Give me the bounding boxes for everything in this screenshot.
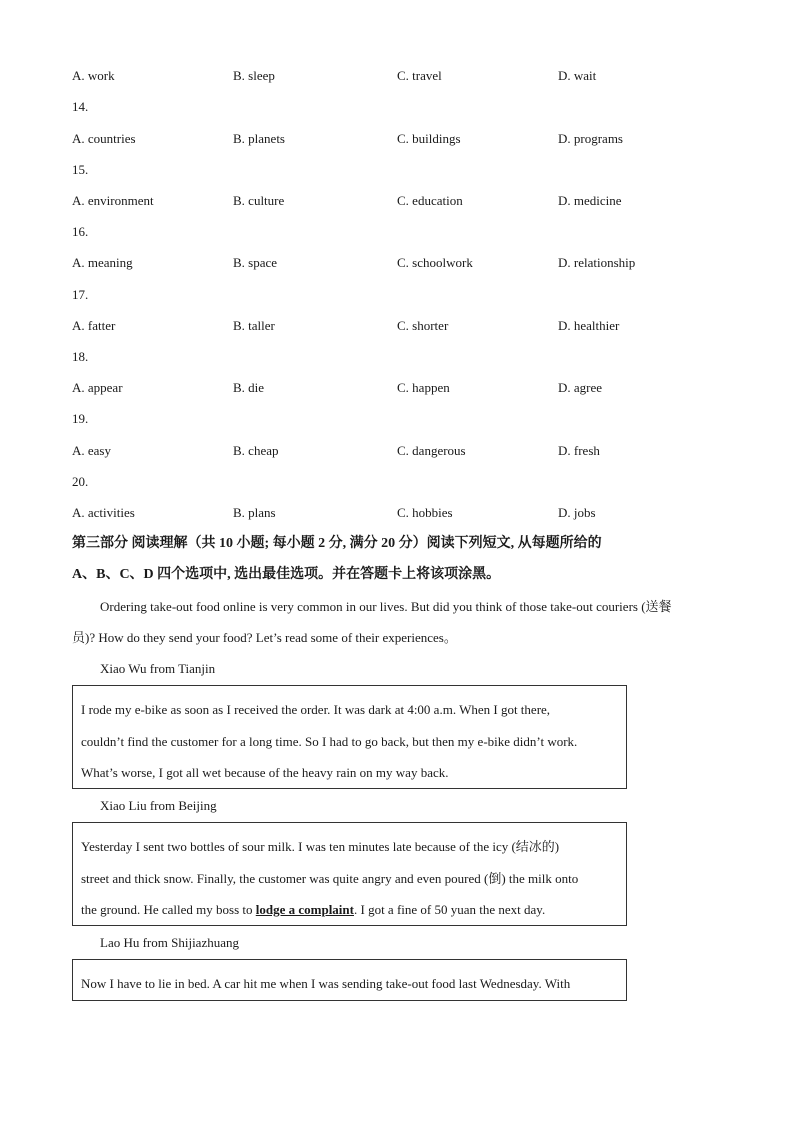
option-c: C. travel [397,68,442,83]
story-author-xiao-wu: Xiao Wu from Tianjin [100,661,216,676]
option-c: C. buildings [397,131,461,146]
question-number-17: 17. [72,287,89,302]
option-b: B. die [233,380,265,395]
question-number-20: 20. [72,474,89,489]
options-row-19 [72,441,732,461]
option-d: D. fresh [558,443,600,458]
section-heading-line-1: 第三部分 阅读理解（共 10 小题; 每小题 2 分, 满分 20 分）阅读下列短文, 从每题所给的 [72,536,602,551]
option-b: B. plans [233,505,276,520]
option-a: A. environment [72,193,154,208]
question-number-18: 18. [72,349,89,364]
question-number-16: 16. [72,224,89,239]
option-c: C. happen [397,380,450,395]
story-line: Now I have to lie in bed. A car hit me when I was sending take-out food last Wednesday. With [81,976,571,991]
option-d: D. medicine [558,193,622,208]
underlined-phrase: lodge a complaint [255,902,354,917]
intro-line-2: 员)? How do they send your food? Let’s read some of their experiences。 [72,630,457,645]
option-c: C. dangerous [397,443,466,458]
option-b: B. planets [233,131,285,146]
option-b: B. cheap [233,443,279,458]
section-heading-line-2: A、B、C、D 四个选项中, 选出最佳选项。并在答题卡上将该项涂黑。 [72,567,501,582]
story-box-xiao-liu [72,822,627,926]
option-d: D. programs [558,131,623,146]
option-d: D. agree [558,380,603,395]
option-a: A. countries [72,131,136,146]
options-row-17 [72,316,732,336]
story-line: street and thick snow. Finally, the customer was quite angry and even poured (倒) the milk onto [81,870,579,886]
option-b: B. culture [233,193,285,208]
option-b: B. taller [233,318,275,333]
option-a: A. meaning [72,255,133,270]
story-author-lao-hu: Lao Hu from Shijiazhuang [100,935,239,950]
options-row-13 [72,66,732,86]
options-row-16 [72,253,732,273]
option-a: A. work [72,68,115,83]
options-row-15 [72,191,732,211]
intro-line-1: Ordering take-out food online is very common in our lives. But did you think of those take-out couriers (送餐 [100,599,672,614]
story-box-lao-hu [72,959,627,1001]
story-line: What’s worse, I got all wet because of the heavy rain on my way back. [81,765,449,780]
options-row-18 [72,378,732,398]
option-c: C. shorter [397,318,449,333]
options-row-20 [72,503,732,523]
story-line [81,894,618,926]
option-a: A. appear [72,380,123,395]
option-a: A. activities [72,505,135,520]
story-line: Yesterday I sent two bottles of sour milk. I was ten minutes late because of the icy (结冰的) [81,839,560,854]
option-d: D. wait [558,68,597,83]
story-text: . I got a fine of 50 yuan the next day. [353,902,546,917]
options-row-14 [72,129,732,149]
option-d: D. relationship [558,255,636,270]
question-number-14: 14. [72,99,89,114]
question-number-19: 19. [72,411,89,426]
story-author-xiao-liu: Xiao Liu from Beijing [100,798,217,813]
option-d: D. jobs [558,505,596,520]
option-b: B. sleep [233,68,275,83]
option-d: D. healthier [558,318,620,333]
option-c: C. education [397,193,463,208]
question-number-15: 15. [72,162,89,177]
story-box-xiao-wu [72,685,627,789]
option-b: B. space [233,255,278,270]
option-c: C. schoolwork [397,255,473,270]
story-line: I rode my e-bike as soon as I received the order. It was dark at 4:00 a.m. When I got there, [81,702,551,717]
story-line: couldn’t find the customer for a long time. So I had to go back, but then my e-bike didn’t work. [81,733,578,749]
story-text: the ground. He called my boss to [81,902,256,917]
option-a: A. fatter [72,318,116,333]
option-a: A. easy [72,443,111,458]
option-c: C. hobbies [397,505,453,520]
